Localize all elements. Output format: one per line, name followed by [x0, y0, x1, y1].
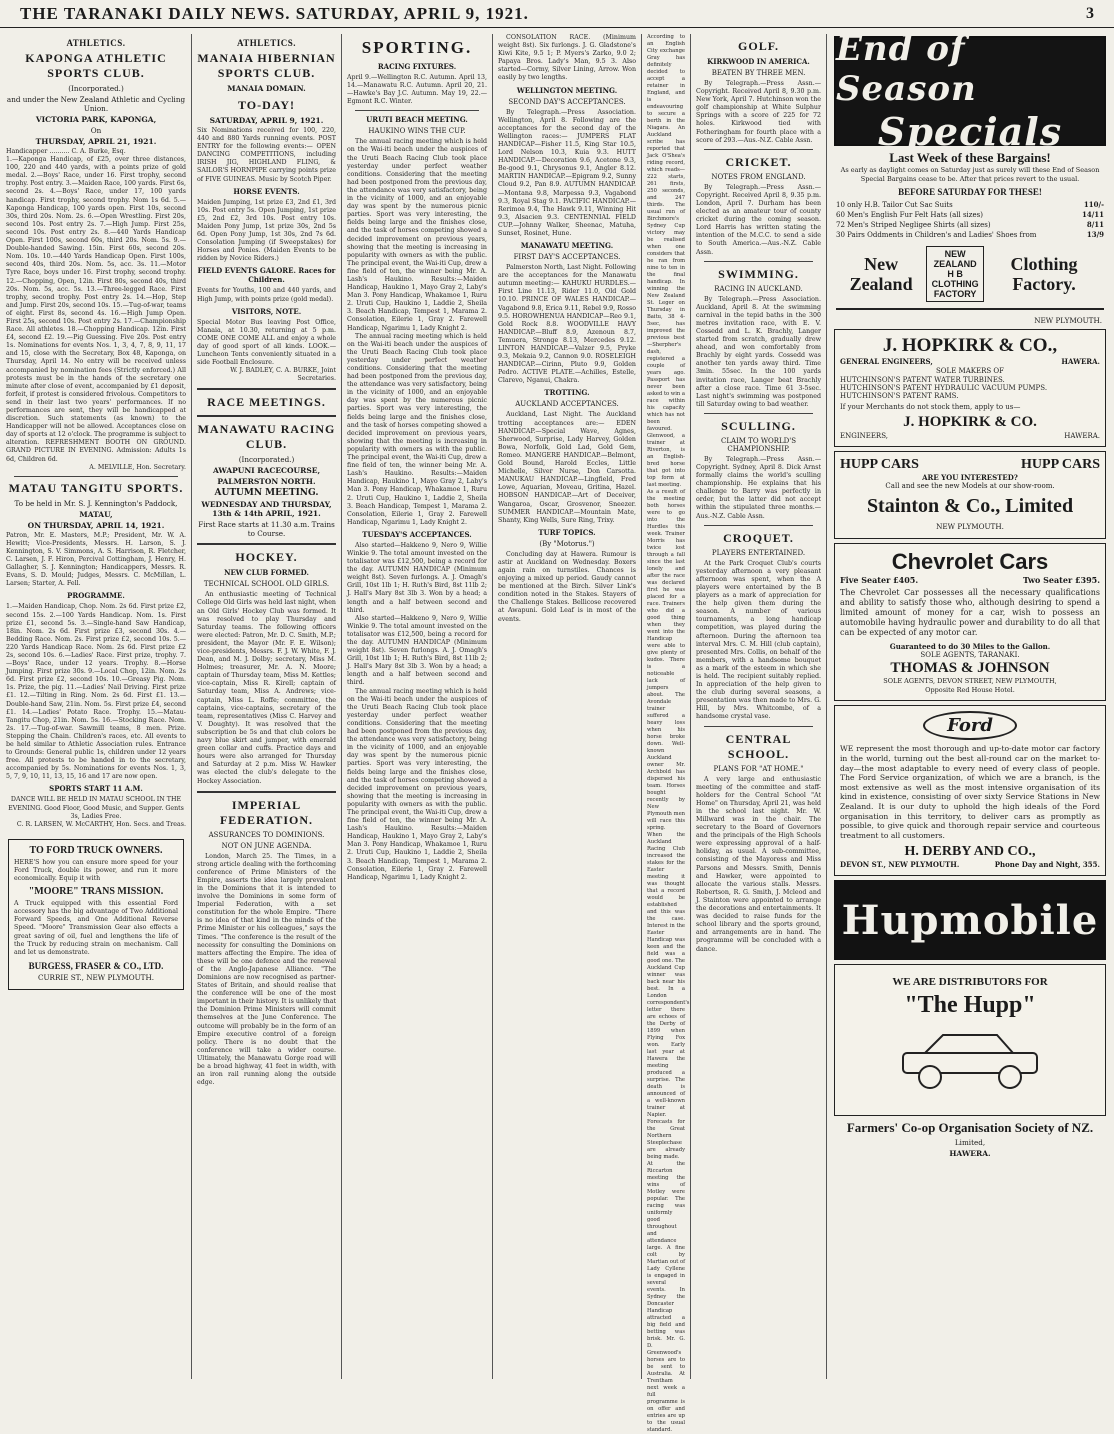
ad-makers: SOLE MAKERS OF: [936, 367, 1004, 375]
specials-item-name: 10 only H.B. Tailor Cut Sac Suits: [836, 201, 953, 209]
article-body: Auckland, Last Night. The Auckland trotting acceptances are:— EDEN HANDICAP.—Special Wave, Agnes, Sherwood, Surprise, Lady Harvey, Golden Bowa, Norfolk, Gold Lad, Gold Gem, Romeo. MANGERE HANDICAP.—Belmont, Gold Bound, Harold Eccles, Little Michelle, Silver Nurse, Don Carsotta. MANUKAU HANDICAP.—Lingfield, Fred Lowe, Aquarian, Moveau, Gritina, Hazel. HOBSON HANDICAP.—Art of Deceiver, Wangaroa, Oscar, Grosvenor, Sneezer. SUMMER HANDICAP.—Mountain Mate, Shanty, King Wells, Sure Ring, Trixy.: [498, 411, 636, 524]
specials-item: [832, 200, 1108, 210]
specials-item-price: 110/-: [1083, 200, 1104, 209]
venue: MATAU,: [79, 509, 113, 519]
article-headline: WELLINGTON MEETING.: [516, 85, 618, 95]
article-body: Concluding day at Hawera. Rumour is astir at Auckland on Wednesday. Boxers again rain on turnstiles. Chances is enjoying a mixed up period. Gaudy cannot be mentioned at the Birch. Silver Link's condition noted in the Stakes. Stayers of the Challenge Stakes. Bellicose recovered at Awapuni. Gold Leaf is in most of the events.: [498, 550, 636, 623]
section-heading: SPORTING.: [361, 38, 473, 57]
ad-firm: BURGESS, FRASER & CO., LTD.: [28, 960, 164, 971]
byline: (By "Motorus."): [539, 539, 595, 548]
secretary-signature: W. J. BADLEY, C. A. BURKE, Joint Secretaries.: [230, 367, 336, 383]
ad-product-line: HUTCHINSON'S PATENT RAMS.: [840, 392, 959, 401]
ad-price-row: [840, 575, 1100, 585]
section-heading: CRICKET.: [725, 154, 792, 169]
event-list: 1.—Kaponga Handicap, of £25, over three distances, 100, 220 and 440 yards, with a points prize of gold medal. 2.—Boys' Race, under 16. First trophy, second trophy. Post entry. 3.—Maiden Race, 100 yards. First 6s, second 2s. 4.—Boys' Race, under 17, 100 yards handicap. First trophy, second trophy. Nom 1s 6d. 5.—Kaponga Handicap, 100 yards open. First 10s, second 30s, third 20s. Nom. 2s. 6.—Open Wrestling. First 20s, second 10s. Post entry 2s. 7.—High Jump. First 25s, second 10s. Post entry 2s. 8.—440 Yards Handicap Open. First 100s, second 60s, third 20s. Nom. 5s. 9.—Double-handed Sawing. 15in. First 60s, second 20s. Nom. 10s. 10.—440 Yards Handicap Open. First 100s, second 40s, third 20s. Nom. 5s, acc. 3s. 11.—Motor Tyre Race, boys under 16. First trophy, second trophy. 12.—Chopping, Open, 12in. First 80s, second 40s, third 20s. Nom. 5s, acc. 5s. 13.—Three-legged Race. First trophy, second trophy. Post entry 2s. 14.—Hop, Step and Jump. First 20s, second 10s. 15.—Tug-of-war, teams of eight. First 8s, second 4s. 16.—High Jump Open. First 25s, second 10s. Post entry 2s. 17.—Championship Race. All athletes. 18.—Chopping Handicap. 12in. First £4, second £2. 19.—Pig Guessing. Five 20s. Post entry 1s. Nominations for events Nos. 1, 3, 4, 7, 8, 9, 11, 17 and 15, close with the Secretary, Box 48, Kaponga, on Thursday, April 14. No entry will be received unless accompanied by nomination fees (Strictly enforced.) All protests must be in the hands of the secretary one minute after close of event, accompanied by £1 deposit, forfeit, if protest is considered frivolous. Competitors to send in their last two years' performances. If no performances are sent, they will be handicapped at discretion. Such statements (as known) to the Handicapper will not be allowed. Acceptances close on day of sports at 12 o'clock. The programme is subject to alteration. REFRESHMENT BOOTH ON GROUND. GRAND PICTURE IN EVENING. Admission: Adults 1s 6d, Children 6d.: [6, 156, 186, 463]
ad-product-line: HUTCHINSON'S PATENT WATER TURBINES.: [840, 376, 1005, 384]
ad-firm: Farmers' Co-op Organisation Society of NZ.: [846, 1120, 1094, 1136]
secretary-signature: C. R. LARSEN, W. McCARTHY, Hon. Secs. and Treas.: [16, 820, 186, 828]
club-name: KAPONGA ATHLETIC SPORTS CLUB.: [25, 51, 167, 80]
ad-sub-right: HAWERA.: [1064, 432, 1100, 441]
ad-product-line: HUTCHINSON'S PATENT HYDRAULIC VACUUM PUMPS.: [840, 384, 1048, 393]
article-body: Also started—Hakkeno 9, Nero 9, Willie Winkie 9. The total amount invested on the totalisator was £12,500, being a record for the day. AUTUMN HANDICAP (Minimum weight 8st). Seven furlongs. A. J. Omagh's Grill, 10st 1lb 1; H. Ruth's Bird, 8st 11lb 2; J. Hall's Mary 8st 3lb 3. Won by a head; a length and a half between second and third.: [347, 541, 487, 614]
banner-line-2: Specials: [877, 108, 1063, 154]
ad-headline-row: [840, 457, 1100, 473]
masthead: [0, 0, 1114, 28]
column-turf-notes: [643, 34, 690, 1433]
specials-list: [832, 200, 1108, 240]
divider: [704, 525, 813, 526]
ad-contact-row: [840, 860, 1100, 870]
event-date: THURSDAY, APRIL 21, 1921.: [35, 137, 157, 146]
ford-logo-wrap: [840, 711, 1100, 740]
banner-line-1: End of Season: [836, 28, 977, 109]
first-race-note: First Race starts at 11.30 a.m. Trains to Course.: [198, 520, 335, 539]
article-body: By Telegraph.—Press Assn.—Copyright. Received April 8, 9.30 p.m. New York, April 7. Hutchinson won the golf championship at White Sulphur Springs with a score of 225 for 72 holes. Kirkwood tied with Fotheringham for fourth place with a score of 293.—Aus.-N.Z. Cable Assn.: [696, 80, 821, 144]
specials-item-name: 72 Men's Striped Negligee Shirts (all sizes): [836, 221, 991, 229]
page-number: 3: [1086, 4, 1094, 22]
horse-events-heading: HORSE EVENTS.: [233, 186, 300, 196]
ad-body: HERE'S how you can ensure more speed for your Ford Truck, double its power, and run it more economically. Equip it with: [14, 858, 178, 883]
specials-item-price: 13/9: [1086, 230, 1104, 239]
programme-heading: PROGRAMME.: [67, 591, 125, 601]
article-body: The annual racing meeting which is held on the Wai-iti beach under the auspices of the Uruti Beach Racing Club took place yesterday under perfect weather conditions. Considering that the meeting had been postponed from the previous day, the attendance was very satisfactory, being in the vicinity of 1000, and an enjoyable day was spent by the numerous picnic parties. Sport was very interesting, the fields being large and the finishes close, and the task of horses competing showed a decided improvement on previous years, showing that the meeting is increasing in popularity with owners as with the public. The principal event, the Wai-iti Cup, drew a fine field of ten, the winner being Mr. A. Lash's Haukino. Results:—Maiden Handicap, Haukino 1, Mayo Gray 2, Laby's Man 3. Pony Handicap, Whakamoe 1, Ruru 2. Uruti Cup, Haukino 1, Laddie 2, Sheila 3. Beach Handicap, Tempest 1, Marama 2. Consolation, Eilerie 1, Gray 2. Farewell Handicap, Ngarimu 1, Lady Knight 2.: [347, 138, 487, 332]
article-headline: TUESDAY'S ACCEPTANCES.: [362, 529, 472, 539]
venue: VICTORIA PARK, KAPONGA,: [35, 115, 157, 124]
ad-firm-sub: Limited,: [954, 1138, 986, 1148]
ad-phone: Phone Day and Night, 355.: [994, 860, 1100, 870]
article-subhead: TECHNICAL SCHOOL OLD GIRLS.: [203, 580, 330, 589]
column-rule: [492, 34, 493, 1379]
today-heading: TO-DAY!: [237, 98, 295, 112]
section-heading: SWIMMING.: [718, 266, 799, 281]
visitors-note: Special Motor Bus leaving Post Office, Manaia, at 10.30, returning at 5 p.m. COME ONE COME ALL and enjoy a whole day of good sport of all kinds. LOOK.—Luncheon Tents conveniently situated in a side Football Enclosure.: [197, 318, 336, 367]
ad-product: "The Hupp": [904, 992, 1036, 1019]
column-rule: [690, 34, 691, 1379]
event-date: ON THURSDAY, APRIL 14, 1921.: [27, 520, 165, 530]
ad-question: ARE YOU INTERESTED?: [922, 473, 1018, 483]
specials-item-name: 60 Men's English Fur Felt Hats (all sizes): [836, 211, 983, 219]
section-heading: ATHLETICS.: [236, 38, 297, 48]
section-heading: CROQUET.: [723, 530, 794, 545]
ad-address: CURRIE ST., NEW PLYMOUTH.: [37, 972, 155, 982]
ad-sub-left: GENERAL ENGINEERS,: [840, 357, 933, 366]
divider: [197, 388, 336, 390]
column-rule: [341, 34, 342, 1379]
article-headline: RACING FIXTURES.: [377, 62, 457, 71]
chevrolet-advert: [834, 543, 1106, 701]
specials-item: [832, 210, 1108, 220]
article-body: The annual racing meeting which is held on the Wai-iti beach under the auspices of the Uruti Beach Racing Club took place yesterday under perfect weather conditions. Considering that the meeting had been postponed from the previous day, the attendance was very satisfactory, being in the vicinity of 1000, and an enjoyable day was spent by the numerous picnic parties. Sport was very interesting, the fields being large and the finishes close, and the task of horses competing showed a decided improvement on previous years, showing that the meeting is increasing in popularity with owners as with the public. The principal event, the Wai-iti Cup, drew a fine field of ten, the winner being Mr. A. Lash's Haukino. Results:—Maiden Handicap, Haukino 1, Mayo Gray 2, Laby's Man 3. Pony Handicap, Whakamoe 1, Ruru 2. Uruti Cup, Haukino 1, Laddie 2, Sheila 3. Beach Handicap, Tempest 1, Marama 2. Consolation, Eilerie 1, Gray 2. Farewell Handicap, Ngarimu 1, Lady Knight 2.: [347, 687, 487, 881]
article-subhead: AUCKLAND ACCEPTANCES.: [515, 400, 619, 409]
ad-address: NEW PLYMOUTH.: [1034, 316, 1102, 325]
ad-body: Call and see the new Models at our show-room.: [885, 482, 1055, 491]
masthead-title: THE TARANAKI DAILY NEWS. SATURDAY, APRIL 9, 1921.: [20, 3, 529, 23]
incorporated-note: (Incorporated.): [238, 455, 295, 465]
meeting-name: AUTUMN MEETING.: [214, 488, 319, 499]
handicapper: Handicapper .......... C. A. Burke, Esq.: [6, 148, 126, 155]
ad-body: WE represent the most thorough and up-to-date motor car factory in the world, turning out the best all-round car on the market to-day—the most adaptable to every need of every class of people. The Ford Service organization, of which we are a branch, is the most extensive as well as the most intensive organisation of its kind in existence, consisting of over sixty Service Stations in New Zealand. It is our duty to uphold the high ideals of the Ford organisation in this territory, to deliver cars as promptly as possible, to give quick and thorough repair service and courteous treatment to all customers.: [840, 744, 1100, 840]
article-body: London, March 25. The Times, in a strong article dealing with the forthcoming conference of Prime Ministers of the Empire, asserts the idea largely prevalent in the Dominions that it is intended to involve the Dominions in some form of Imperial Federation, with a set constitution for the whole Empire. "There is no idea of that kind in the minds of the Prime Minister or his colleagues," says the Times. "The conference is the result of the necessity for consulting the Dominions on matters affecting the Empire. The idea of these will be one defence and the renewal of the Anglo-Japanese Alliance. "The Dominions are now recognised as partner-States of Britain, and should realise that the conference will be one of the most important in their history. It is unlikely that the Dominion Prime Ministers will commit themselves at the June Conference. The outcome will probably be in the form of an Empire executive control of a foreign policy. There is no doubt that the conference will take a wider course. Ultimately, the Manawatu Gorge road will be a broad highway, 41 feet in width, with an iron rail running along the outside edge.: [197, 852, 336, 1087]
divider: [704, 149, 813, 150]
event-list: 1.—Maiden Handicap, Chop. Nom. 2s 6d. First prize £2, second 15s. 2.—100 Yards Handicap. Nom. 1s. First prize £1, second 5s. 3.—Single-hand Saw Handicap, 18in. Nom. 2s 6d. First prize £3, second 30s. 4.—Bedding Race. Nom. 2s. First prize £2, second 10s. 5.—220 Yards Handicap Race. Nom. 2s 6d. First prize £2 2s, second 10s. 6.—Ladies' Race. First prize, trophy. 7.—Boys' Race, under 12 years. Trophy. 8.—Horse Jumping. First prize 30s. 9.—Local Chop, 12in. Nom. 2s 6d. First prize £2, second 10s. 10.—Greasy Pig. Nom. 1s. Prize, the pig. 11.—Ladies' Nail Driving. First prize £1. 12.—Tilting in Ring. Nom. 2s 6d. First £1. 13.—Double-hand Saw, 21in. Nom. 5s. First prize £4, second £1. 14.—Ladies' Potato Race. Trophy. 15.—Matau-Tangitu Chop, 21in. Nom. 5s. 16.—Stocking Race. Nom. 2s. 17.—Tug-of-war. Sawmill teams, 8 men. Prize. Stepping the Chain. Children's races, etc. All events to be held similar to Athletic Association rules. Entrance to Grounds: General public 1s, children under 12 years free. All protests to be handed in to the secretary, accompanied by 5s. Nominations for events Nos. 1, 3, 5, 7, 9, 10, 11, 13, 15, 16 and 17 are now open.: [6, 603, 186, 781]
ad-sub-right: HAWERA.: [1061, 357, 1100, 366]
event-details: Six Nominations received for 100, 220, 440 and 880 Yards running events. POST ENTRY for the following events:— OPEN DANCING COMPETITIONS, including IRISH JIG, HIGHLAND FLING, & SAILOR'S HORNPIPE carrying points prize of FIVE GUINEAS. Music by Scotch Piper.: [197, 127, 336, 183]
ad-firm: THOMAS & JOHNSON: [890, 660, 1050, 677]
ad-product: "MOORE" TRANS MISSION.: [28, 886, 164, 898]
column-sports-news: [692, 34, 825, 1379]
venue: AWAPUNI RACECOURSE,: [212, 466, 321, 476]
secretary-signature: A. MELVILLE, Hon. Secretary.: [89, 463, 186, 471]
meeting-dates: WEDNESDAY AND THURSDAY, 13th & 14th APRIL, 1921.: [201, 500, 332, 519]
ad-body: As early as daylight comes on Saturday just as surely will these End of Season Special Bargains cease to be. After that prices revert to the usual.: [840, 166, 1100, 183]
specials-item-name: 30 Pairs Oddments in Children's and Ladies' Shoes from: [836, 231, 1037, 239]
article-subhead: NOTES FROM ENGLAND.: [711, 172, 806, 181]
section-heading: HOCKEY.: [235, 550, 298, 565]
specials-item-price: 14/11: [1081, 210, 1104, 219]
ad-sub-left: ENGINEERS,: [840, 432, 888, 441]
incorporated-note: (Incorporated.): [68, 84, 124, 93]
advert-moore-transmission: [8, 839, 184, 990]
column-racing-results: [494, 34, 640, 1379]
divider: [704, 726, 813, 727]
field-events-heading: FIELD EVENTS GALORE. Races for Children.: [197, 266, 336, 285]
hupmobile-banner: [834, 880, 1106, 960]
article-subhead: CLAIM TO WORLD'S CHAMPIONSHIP.: [720, 436, 797, 453]
ad-subheading: BEFORE SATURDAY FOR THESE!: [898, 187, 1042, 197]
column-rule: [191, 34, 192, 1379]
article-headline: KIRKWOOD IN AMERICA.: [707, 57, 810, 66]
hupp-cars-advert: [834, 451, 1106, 539]
ad-note: If your Merchants do not stock them, apply to us—: [840, 403, 1021, 412]
club-name: MATAU TANGITU SPORTS.: [8, 480, 184, 495]
ad-address: HAWERA.: [949, 1149, 991, 1159]
ad-brand-left: New Zealand: [849, 254, 913, 294]
article-subhead: RACING IN AUCKLAND.: [714, 284, 803, 293]
section-heading: GOLF.: [738, 39, 779, 53]
article-body: An enthusiastic meeting of Technical College Old Girls was held last night, when an Old Girls' Hockey Club was formed. It was resolved to play Thursday and Saturday teams. The following officers were elected: Patron, Mr. D. C. Smith, M.P.; president, the Mayor (Mr. F. E. Wilson); vice-presidents, Messrs. F. J. W. White, F. J. Dean, and M. J. Dolby; secretary, Miss M. Holmes; treasurer, Mr. A. N. Moore; captain of Thursday team, Miss M. Kettles; vice-captain, Miss R. Kirell; captain of Saturday team, Miss A. Andrews; vice-captain, Miss L. Roffe; committee, the captains, vice-captains, secretary of the team, representatives (Miss C. Harvey and V. Doughty). It was resolved that the subscription be 5s and that club colors be navy blue skirt and jumper, with emerald green collar and cuffs. Practice days and hours were also arranged for Thursday and Saturday at 2 p.m. Miss W. Hawker was elected the club's delegate to the Hockey Association.: [197, 591, 336, 785]
article-body: CONSOLATION RACE. (Minimum weight 8st). Six furlongs. J. G. Gladstone's Kiwi Kite, 9.5 1; P. Myers's Zarko, 9.0 2; Papaya Bros. Lady's Man, 9.5 3. Also started—Cormy, Silver Lining, Arrow. Won easily by two lengths.: [498, 34, 636, 82]
rules-note: and under the New Zealand Athletic and Cycling Union.: [6, 95, 186, 113]
ad-title: TO FORD TRUCK OWNERS.: [29, 844, 163, 856]
ad-address: Opposite Red House Hotel.: [925, 686, 1015, 695]
article-headline: TROTTING.: [544, 388, 590, 398]
article-body: At the Riccarton meeting the wins of Motley were popular. The racing was uniformly good throughout and attendance large. A fine colt by Martian out of Lady Cyllene is engaged in several events. In Sydney the Doncaster Handicap attracted a big field and betting was brisk. Mr. G. D. Greenwood's horses are to be sent to Australia. At Trentham next week a full programme is on offer and entries are up to the usual standard.: [647, 1161, 685, 1433]
article-subhead: HAUKINO WINS THE CUP.: [368, 127, 466, 136]
ad-firm: J. HOPKIRK & CO.,: [882, 335, 1058, 356]
article-subhead: PLANS FOR "AT HOME.": [713, 764, 804, 773]
article-subhead: ASSURANCES TO DOMINIONS.: [208, 830, 325, 839]
divider: [355, 110, 479, 111]
column-sporting: [343, 34, 491, 1379]
specials-item: [832, 230, 1108, 240]
article-body: Palmerston North, Last Night. Following are the acceptances for the Manawatu autumn meeting:— KAHUKU HURDLES.—First Line 11.13, Rider 11.0, Old Gold 10.10. PRINCE OF WALES HANDICAP.—Vagabond 9.8, Erica 9.11, Rebel 9.9, Rosso 9.5. HOROWHENUA HANDICAP—Reo 9.1, Gold Rock 8.8. WOODVILLE HAVY HANDICAP.—Bluff 8.9, Azenoun 8.7, Temuera, Stronge 8.13, Mercedes 9.12. LINTON HANDICAP.—Valzer 9.5, Pryke 9.3, Mekaia 9.2, Cannon 9.0. ROSELEIGH HANDICAP.—Cirinn, Pluto 9.9, Golden Pedro. ACTIVE PLATE.—Achilles, Estelle, Clarevo, Nganui, Chakra.: [498, 264, 636, 385]
article-headline: TURF TOPICS.: [538, 527, 596, 537]
on-label: On: [90, 126, 102, 135]
article-headline: MANAWATU MEETING.: [520, 241, 614, 251]
article-headline: NEW CLUB FORMED.: [224, 568, 309, 578]
ad-address: DEVON ST., NEW PLYMOUTH.: [840, 860, 960, 870]
price-five-seater: Five Seater £405.: [840, 575, 919, 586]
ad-brand-right: Clothing Factory.: [1010, 254, 1078, 294]
specials-item: [832, 220, 1108, 230]
section-heading: CENTRAL SCHOOL.: [725, 731, 792, 761]
article-body: By Telegraph.—Press Assn.—Copyright. Received April 8, 9.35 p.m. London, April 7. Durham has been elected as an amateur tour of county cricket during the coming season. Lord Harris has written stating the intention of the M.C.C. to send a side to South America.—Aus.-N.Z. Cable Assn.: [696, 183, 821, 256]
ad-headline: Last Week of these Bargains!: [889, 150, 1051, 165]
ad-firm: H. DERBY AND CO.,: [904, 844, 1036, 860]
visitors-heading: VISITORS, NOTE.: [231, 306, 302, 316]
specials-item-price: 8/11: [1086, 220, 1104, 229]
section-heading: SCULLING.: [721, 418, 796, 433]
fixtures-list: April 9.—Wellington R.C. Autumn. April 13, 14.—Manawatu R.C. Autumn. April 20, 21.—Hawke's Bay J.C. Autumn. May 19, 22.—Egmont R.C. Winter.: [347, 74, 487, 106]
hupmobile-logo: Hupmobile: [841, 896, 1099, 944]
ad-address: NEW PLYMOUTH.: [936, 522, 1004, 532]
ford-logo: Ford: [923, 711, 1017, 740]
article-subhead: SECOND DAY'S ACCEPTANCES.: [508, 97, 626, 106]
ad-guarantee: Guaranteed to do 30 Miles to the Gallon.: [889, 642, 1051, 652]
ad-address: SOLE AGENTS, DEVON STREET, NEW PLYMOUTH,: [883, 677, 1057, 686]
ad-subline: [840, 431, 1100, 441]
town: PALMERSTON NORTH.: [217, 477, 316, 487]
club-name: MANAWATU RACING CLUB.: [197, 422, 336, 452]
column-advertisements: [828, 28, 1112, 1379]
ad-agents: SOLE AGENTS, TARANAKI.: [920, 651, 1020, 660]
ad-subheading: WE ARE DISTRIBUTORS FOR: [892, 976, 1048, 989]
article-body: The annual racing meeting which is held on the Wai-iti beach under the auspices of the Uruti Beach Racing Club took place yesterday under perfect weather conditions. Considering that the meeting had been postponed from the previous day, the attendance was very satisfactory, being in the vicinity of 1000, and an enjoyable day was spent by the numerous picnic parties. Sport was very interesting, the fields being large and the finishes close, and the task of horses competing showed a decided improvement on previous years, showing that the meeting is increasing in popularity with owners as with the public. The principal event, the Wai-iti Cup, drew a fine field of ten, the winner being Mr. A. Lash's Haukino. Results:—Maiden Handicap, Haukino 1, Mayo Gray 2, Laby's Man 3. Pony Handicap, Whakamoe 1, Ruru 2. Uruti Cup, Haukino 1, Laddie 2, Sheila 3. Beach Handicap, Tempest 1, Marama 2. Consolation, Eilerie 1, Gray 2. Farewell Handicap, Ngarimu 1, Lady Knight 2.: [347, 332, 487, 526]
article-body: Also started—Hakkeno 9, Nero 9, Willie Winkie 9. The total amount invested on the totalisator was £12,500, being a record for the day. AUTUMN HANDICAP (Minimum weight 8st). Seven furlongs. A. J. Omagh's Grill, 10st 1lb 1; H. Ruth's Bird, 8st 11lb 2; J. Hall's Mary 8st 3lb 3. Won by a head; a length and a half between second and third.: [347, 614, 487, 687]
hopkirk-advert: [834, 329, 1106, 447]
column-rule: [641, 34, 642, 1379]
article-body: By Telegraph.—Press Assn.—Copyright. Sydney, April 8. Dick Arnst formally claims the world's sculling championship. He explains that his challenge to Barry was perfectly in order, but the latter did not accept within the stipulated three months.—Aus.-N.Z. Cable Assn.: [696, 455, 821, 520]
car-illustration: [885, 1023, 1055, 1093]
article-body: A very large and enthusiastic meeting of the committee and staff-holders for the Central School "At Home" on Thursday, April 21, was held in the school last night. Mr. W. Millward was in the chair. The secretary to the Board of Governors and the principals of the High Schools were expressing approval of a half-holiday, as usual. A sub-committee, consisting of the Mayoress and Miss Parsons and Messrs. Smith, Dennis and Hawker, were appointed to allocate the various stalls. Messrs. Robertson, R. G. Smith, J. Mcleod and J. Stainton were appointed to arrange the decorations and entertainments. It was decided to raise funds for the school library and the sports ground, and arrangements are in hand. The programme will be concluded with a dance.: [696, 775, 821, 953]
article-body: At the Park Croquet Club's courts yesterday afternoon a very pleasant afternoon was spent, when the A players were entertained by the B players as a mark of appreciation for the help given them during the season. A number of various tournaments, a long handicap competition, was played during the afternoon. During the afternoon tea interval Mrs. C. M. Hill (club captain), presented Mrs. Collis, on behalf of the members, with a handsome bouquet as a mark of the esteem in which she is held. The recipient suitably replied. In appreciation of the help given to the club during several seasons, a presentation was then made to Mrs. G. Hill, by Mrs. Whitcombe, of a handsome crystal vase.: [696, 559, 821, 721]
dance-notice: DANCE WILL BE HELD IN MATAU SCHOOL IN THE EVENING. Good Floor, Good Music, and Supper. Gents 3s, Ladies Free.: [8, 796, 184, 820]
article-body: When the Auckland Racing Club increased the stakes for the Easter meeting it was thought that a record would be established and this was the case. Interest in the Easter Handicap was keen and the field was a good one. The Auckland Cup winner was back near his best. In a London correspondent's letter there are echoes of the Derby of 1899 when Flying Fox won. Early last year at Hawera the meeting produced a surprise. The death is announced of a well-known trainer at Napier. Forecasts for the Great Northern Steeplechase are already being made.: [647, 832, 690, 1160]
section-heading: RACE MEETINGS.: [207, 395, 326, 410]
article-body: As a result of the meeting both horses were to go into the Hurdles this week. Trainer Morris has twice lost through a fall since the last lonely and after the race was declared first he was placed for a race. Trainers who did a good thing when they went into the Handicap were able to give plenty of kudos. There is a noticeable lack of jumpers about. The Avondale trainer suffered a heavy loss when his horse broke down. Well-known Auckland owner Mr. Archbold has dispersed his team. Horses bought recently by New Plymouth men will race this spring.: [647, 489, 685, 831]
end-of-season-banner: [834, 28, 1106, 154]
ad-subline: [840, 357, 1100, 367]
ad-body: The Chevrolet Car possesses all the necessary qualifications and ability to satisfy those who, although desiring to spend a limited amount of money for a car, wish to possess an automobile having hydraulic power and durability to do all that can be expected of any motor car.: [840, 588, 1100, 638]
divider: [704, 261, 813, 262]
section-heading: ATHLETICS.: [66, 38, 126, 48]
column-athletics-kaponga: [2, 34, 190, 1379]
ad-headline: HUPP CARS: [840, 457, 919, 473]
held-note: To be held in Mr. S. J. Kennington's Paddock,: [14, 498, 178, 508]
ad-body: A Truck equipped with this essential Ford accessory has the big advantage of Two Additional Forward Speeds, and One Additional Reverse Speed. "Moore" Transmission Gear also effects a great saving of oil, fuel and lengthens the life of the Truck by reducing strain on mechanism. Call and let us demonstrate.: [14, 900, 178, 956]
ad-firm: J. HOPKIRK & CO.: [903, 414, 1037, 431]
ad-firm: Stainton & Co., Limited: [866, 495, 1074, 518]
column-manaia: [193, 34, 340, 1379]
divider: [197, 543, 336, 545]
divider: [14, 476, 178, 477]
hupp-distributor-advert: [834, 964, 1106, 1116]
article-subhead: BEATEN BY THREE MEN.: [711, 69, 806, 77]
article-subhead: PLAYERS ENTERTAINED.: [711, 548, 806, 557]
divider: [197, 415, 336, 417]
ad-headline: HUPP CARS: [1021, 457, 1100, 473]
start-time: SPORTS START 11 A.M.: [49, 784, 143, 794]
event-date: SATURDAY, APRIL 9, 1921.: [209, 116, 324, 125]
ad-headline: Chevrolet Cars: [891, 549, 1049, 575]
article-headline: URUTI BEACH MEETING.: [366, 115, 468, 125]
nz-clothing-advert: [836, 246, 1104, 310]
column-rule: [826, 34, 827, 1379]
article-subhead: FIRST DAY'S ACCEPTANCES.: [513, 253, 621, 262]
horse-events: Maiden Jumping, 1st prize £3, 2nd £1, 3rd 10s. Post entry 5s. Open Jumping, 1st prize £5, 2nd £2, 3rd 10s. Post entry 10s. Maiden Pony Jump, 1st prize 30s, 2nd 5s 6d. Open Pony Jump, 1st 30s, 2nd 7s 6d. Consolation Jumping (if Sweepstakes) for Horses and Ponies. (Maiden Events to be ridden by Novice Riders.): [197, 198, 336, 263]
patrons-list: Patron, Mr. E. Masters, M.P.; President, Mr. W. A. Hewitt; Vice-Presidents, Messrs. H. Larson, S. J. Kennington, S. V. Simmons, A. S. Harrison, R. Fletcher, C. Larsen, J. F. Hiron, Percival Cottingham, J. Henry, H. Gallagher, S. J. Kennington; Handicappers, Messrs. R. Evans, S. D. Mould; Judges, Messrs. C. McMillan, L. Larsen; Starter, A. Fell.: [6, 531, 186, 588]
section-heading: IMPERIAL FEDERATION.: [219, 797, 314, 827]
article-body: According to an English City exchange Gray has definitely decided to accept a retainer in England, and is endeavouring to secure a berth in the Niagara. An Auckland scribe has reported that Jack O'Shea's riding record, which reads—222 starts, 261 firsts, 250 seconds, and 247 thirds. The usual run of Birchmore's Sydney Cup victory may be realised when one considers that he ran from nine to ten in the final handicap. In winning the New Zealand St. Leger on Thursday in Baitu, 38 4-5sec, has improved the previous best—Sherpher's dash, registered a couple of years ago. Passport has never been asked to win a race within his capacity which has not been favoured. Glenwood, a trainer at Riverton, is an English-bred horse that got into top form at last meeting.: [647, 34, 685, 488]
article-subhead: NOT ON JUNE AGENDA.: [221, 841, 312, 850]
venue: MANAIA DOMAIN.: [227, 84, 306, 93]
club-name: MANAIA HIBERNIAN SPORTS CLUB.: [197, 51, 336, 80]
field-events: Events for Youths, 100 and 440 yards, and High Jump, with points prize (gold medal).: [197, 287, 336, 303]
divider: [704, 413, 813, 414]
ford-advert: [834, 705, 1106, 876]
divider: [197, 791, 336, 793]
hb-logo: NEW ZEALAND H B CLOTHING FACTORY: [926, 246, 984, 302]
article-body: By Telegraph.—Press Association. Auckland, April 8. At the swimming carnival in the tepid baths in the 300 metres invitation race, with E. V. Cossedd and L. K. Brachly, Langer started from scratch, gradually drew ahead, and won comfortably from Brachly by eight yards. Cossedd was another ten yards away third. Time 3min. 55sec. In the 100 yards invitation race, Langer beat Brachly after a close race. Time 61 3-5sec. Last night's swimming was postponed till Saturday owing to bad weather.: [696, 295, 821, 408]
article-body: By Telegraph.—Press Association. Wellington, April 8. Following are the acceptances for the second day of the Wellington races:— JUMPERS FLAT HANDICAP—Fisher 11.5, King Star 10.5, Lord Nelson 10.3, Kuia 9.3. HUTT HANDICAP.—Decoration 9.6, Acetone 9.3, Be-good 9.1, Chrysonus 9.1, Angler 8.12. MARTIN HANDICAP.—Epigram 9.2, Sunny Cloud 9.2, Pan 8.9. AUTUMN HANDICAP.—Montana 9.8, Marpessa 9.3, Vagabond 9.3, Royal Stag 9.1. PACIFIC HANDICAP.—Rerimoa 9.4, The Hawk 9.11, Winning Hit 9.3, Alsacien 9.3. CENTENNIAL FIELD CUP.—Johnny Walker, Sheenac, Matuha, Sunset, Rosinet, Hune.: [498, 108, 636, 237]
price-two-seater: Two Seater £395.: [1023, 575, 1100, 586]
